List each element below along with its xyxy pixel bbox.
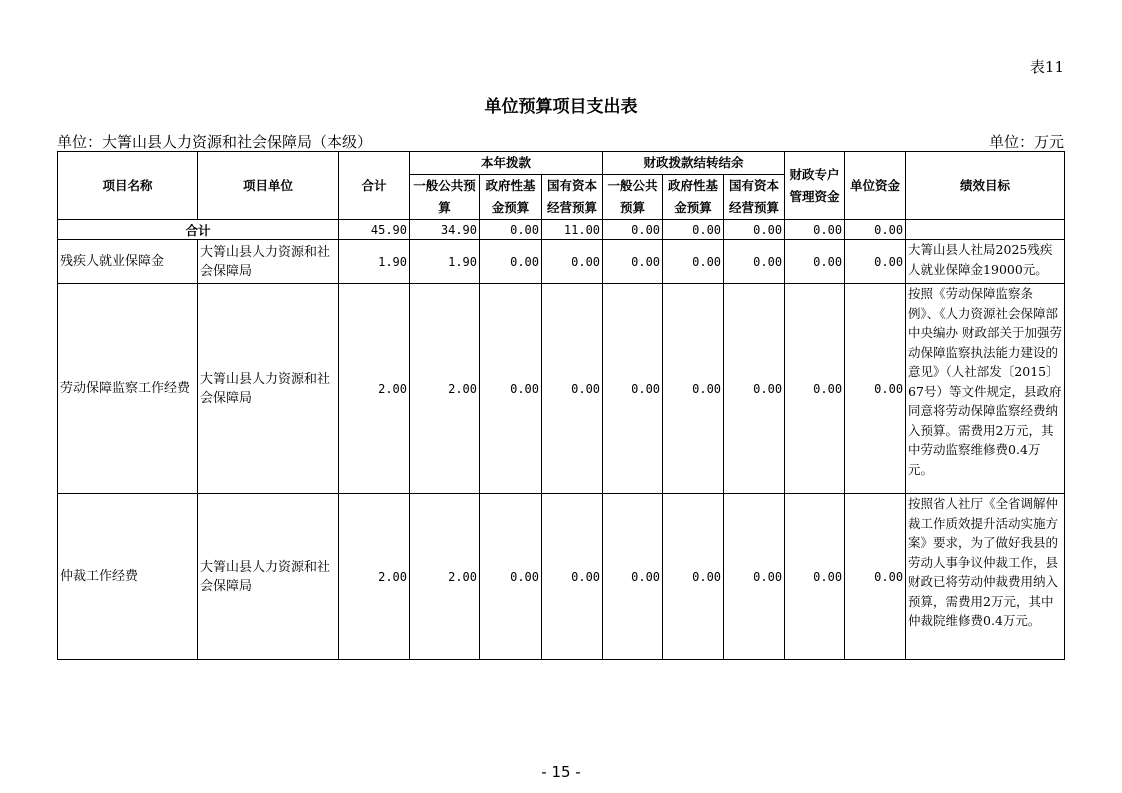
value-cell: 0.00: [663, 494, 724, 660]
total-label: 合计: [58, 220, 339, 240]
value-cell: 0.00: [785, 494, 845, 660]
value-cell: 0.00: [724, 284, 785, 494]
project-name-cell: 仲裁工作经费: [58, 494, 198, 660]
currency-unit: 单位：万元: [988, 133, 1064, 151]
total-performance: [906, 220, 1065, 240]
performance-cell: 大箐山县人社局2025残疾人就业保障金19000元。: [906, 240, 1065, 284]
total-value: 0.00: [603, 220, 663, 240]
table-row: [58, 240, 1065, 284]
total-value: 34.90: [410, 220, 480, 240]
total-value: 45.90: [339, 220, 410, 240]
project-unit-cell: 大箐山县人力资源和社会保障局: [198, 240, 339, 284]
reporting-unit: 单位：大箐山县人力资源和社会保障局（本级）: [57, 133, 373, 151]
value-cell: 0.00: [603, 284, 663, 494]
value-cell: 0.00: [603, 494, 663, 660]
value-cell: 0.00: [724, 240, 785, 284]
header-project-unit: 项目单位: [198, 152, 339, 220]
header-co-gov-fund: 政府性基金预算: [663, 175, 724, 220]
table-row: [58, 494, 1065, 660]
header-cy-state-capital: 国有资本经营预算: [542, 175, 603, 220]
header-performance: 绩效目标: [906, 152, 1065, 220]
header-cy-general: 一般公共预算: [410, 175, 480, 220]
table-row: [58, 284, 1065, 494]
value-cell: 0.00: [480, 494, 542, 660]
total-value: 0.00: [785, 220, 845, 240]
value-cell: 0.00: [845, 240, 906, 284]
page-number: - 15 -: [541, 763, 581, 781]
budget-table: [57, 151, 1065, 660]
value-cell: 0.00: [845, 494, 906, 660]
project-name-cell: 残疾人就业保障金: [58, 240, 198, 284]
value-cell: 0.00: [724, 494, 785, 660]
value-cell: 0.00: [785, 240, 845, 284]
header-project-name: 项目名称: [58, 152, 198, 220]
header-unit-fund: 单位资金: [845, 152, 906, 220]
value-cell: 0.00: [845, 284, 906, 494]
value-cell: 0.00: [542, 240, 603, 284]
value-cell: 1.90: [339, 240, 410, 284]
project-name-cell: 劳动保障监察工作经费: [58, 284, 198, 494]
header-total: 合计: [339, 152, 410, 220]
total-value: 11.00: [542, 220, 603, 240]
total-row: [58, 220, 1065, 240]
value-cell: 0.00: [480, 240, 542, 284]
total-value: 0.00: [724, 220, 785, 240]
value-cell: 2.00: [339, 284, 410, 494]
project-unit-cell: 大箐山县人力资源和社会保障局: [198, 494, 339, 660]
value-cell: 0.00: [663, 284, 724, 494]
total-value: 0.00: [480, 220, 542, 240]
value-cell: 0.00: [603, 240, 663, 284]
value-cell: 0.00: [542, 284, 603, 494]
total-value: 0.00: [845, 220, 906, 240]
header-co-general: 一般公共预算: [603, 175, 663, 220]
header-current-year: 本年拨款: [410, 152, 603, 175]
value-cell: 2.00: [410, 494, 480, 660]
value-cell: 2.00: [410, 284, 480, 494]
value-cell: 0.00: [785, 284, 845, 494]
value-cell: 0.00: [480, 284, 542, 494]
value-cell: 0.00: [663, 240, 724, 284]
value-cell: 1.90: [410, 240, 480, 284]
value-cell: 0.00: [542, 494, 603, 660]
total-value: 0.00: [663, 220, 724, 240]
performance-cell: 按照《劳动保障监察条例》、《人力资源社会保障部 中央编办 财政部关于加强劳动保障监察执法能力建设的意见》（人社部发〔2015〕67号）等文件规定，县政府同意将劳动保障监察经费纳入预算。需费用2万元，其中劳动监察维修费0.4万元。: [906, 284, 1065, 494]
page-title: 单位预算项目支出表: [484, 97, 638, 117]
header-carryover: 财政拨款结转结余: [603, 152, 785, 175]
value-cell: 2.00: [339, 494, 410, 660]
table-number: 表11: [1029, 58, 1064, 76]
performance-cell: 按照省人社厅《全省调解仲裁工作质效提升活动实施方案》要求，为了做好我县的劳动人事争议仲裁工作，县财政已将劳动仲裁费用纳入预算，需费用2万元，其中仲裁院维修费0.4万元。: [906, 494, 1065, 660]
header-special-fund: 财政专户管理资金: [785, 152, 845, 220]
header-cy-gov-fund: 政府性基金预算: [480, 175, 542, 220]
project-unit-cell: 大箐山县人力资源和社会保障局: [198, 284, 339, 494]
header-co-state-capital: 国有资本经营预算: [724, 175, 785, 220]
